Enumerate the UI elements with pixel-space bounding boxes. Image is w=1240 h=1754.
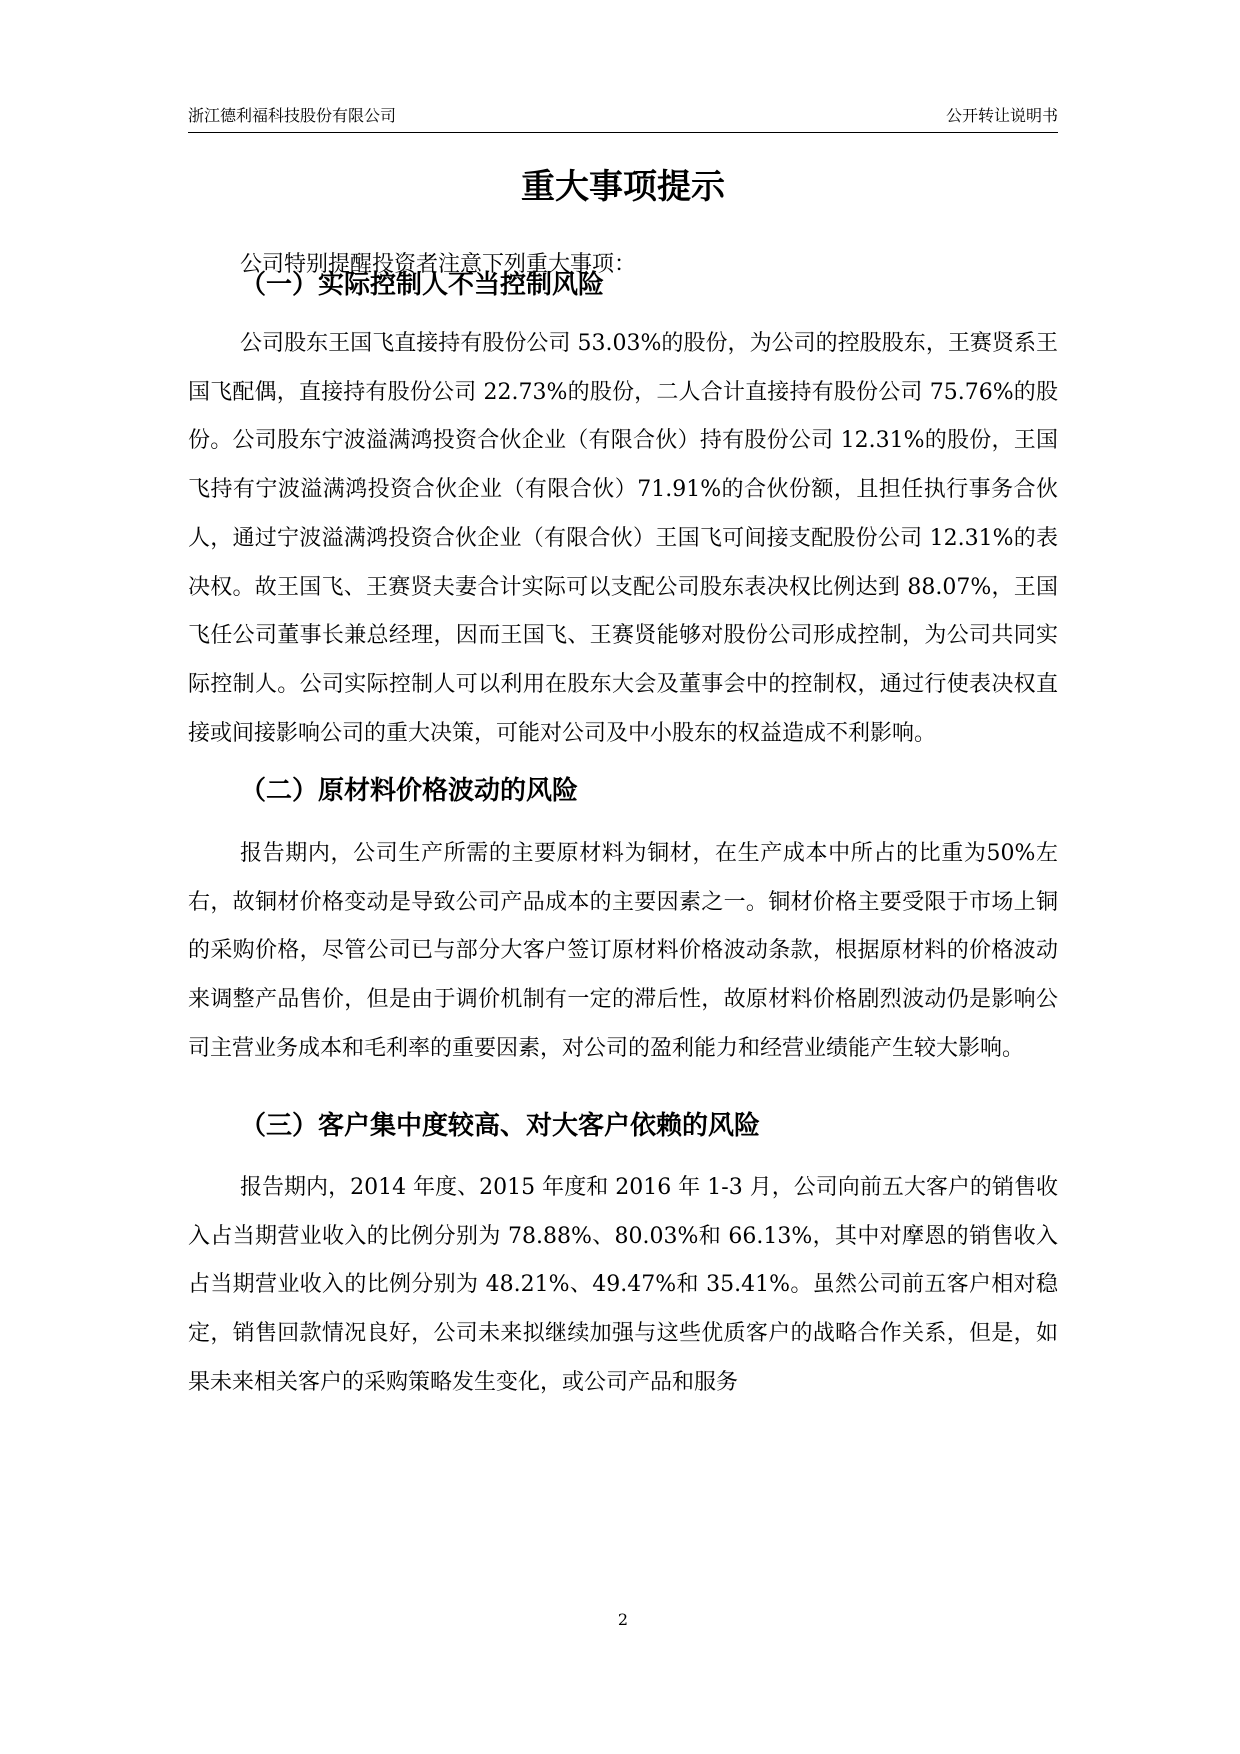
section-body-1: 公司股东王国飞直接持有股份公司 53.03%的股份，为公司的控股股东，王赛贤系王国飞配偶，直接持有股份公司 22.73%的股份，二人合计直接持有股份公司 75.76%的股份。公司股东宁波溢满鸿投资合伙企业（有限合伙）持有股份公司 12.31%的股份，王国飞持有宁波溢满鸿投资合伙企业（有限合伙）71.91%的合伙份额，且担任执行事务合伙人，通过宁波溢满鸿投资合伙企业（有限合伙）王国飞可间接支配股份公司 12.31%的表决权。故王国飞、王赛贤夫妻合计实际可以支配公司股东表决权比例达到 88.07%，王国飞任公司董事长兼总经理，因而王国飞、王赛贤能够对股份公司形成控制，为公司共同实际控制人。公司实际控制人可以利用在股东大会及董事会中的控制权，通过行使表决权直接或间接影响公司的重大决策，可能对公司及中小股东的权益造成不利影响。 bbox=[188, 331, 1058, 746]
page-title: 重大事项提示 bbox=[521, 167, 725, 207]
page-header bbox=[188, 104, 1058, 133]
section-heading-2: （二）原材料价格波动的风险 bbox=[240, 776, 579, 806]
page-number: 2 bbox=[617, 1610, 629, 1629]
header-company-name: 浙江德利福科技股份有限公司 bbox=[188, 106, 397, 125]
header-document-type: 公开转让说明书 bbox=[945, 106, 1058, 125]
section-body-2: 报告期内，公司生产所需的主要原材料为铜材，在生产成本中所占的比重为50%左右，故铜材价格变动是导致公司产品成本的主要因素之一。铜材价格主要受限于市场上铜的采购价格，尽管公司已与部分大客户签订原材料价格波动条款，根据原材料的价格波动来调整产品售价，但是由于调价机制有一定的滞后性，故原材料价格剧烈波动仍是影响公司主营业务成本和毛利率的重要因素，对公司的盈利能力和经营业绩能产生较大影响。 bbox=[188, 841, 1058, 1061]
section-heading-1: （一）实际控制人不当控制风险 bbox=[240, 270, 605, 300]
section-heading-3: （三）客户集中度较高、对大客户依赖的风险 bbox=[240, 1111, 761, 1141]
intro-text: 公司特别提醒投资者注意下列重大事项： bbox=[240, 252, 637, 277]
section-body-3: 报告期内，2014 年度、2015 年度和 2016 年 1-3 月，公司向前五大客户的销售收入占当期营业收入的比例分别为 78.88%、80.03%和 66.13%，其中对摩恩的销售收入占当期营业收入的比例分别为 48.21%、49.47%和 35.41%。虽然公司前五客户相对稳定，销售回款情况良好，公司未来拟继续加强与这些优质客户的战略合作关系，但是，如果未来相关客户的采购策略发生变化，或公司产品和服务 bbox=[188, 1175, 1058, 1395]
